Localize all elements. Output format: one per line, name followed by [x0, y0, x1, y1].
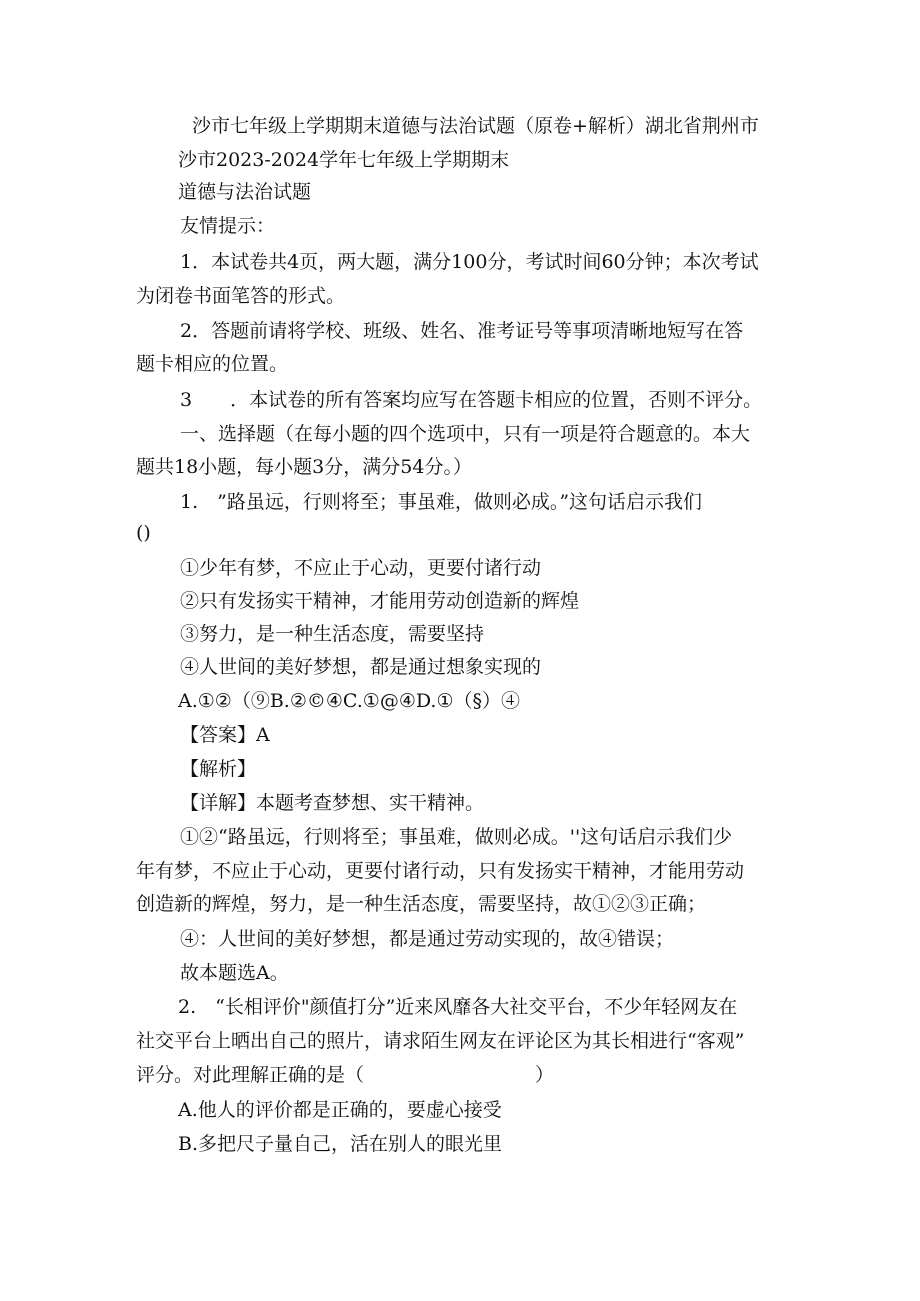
q1-item-4: ④人世间的美好梦想，都是通过想象实现的 — [180, 656, 542, 678]
q2-stem-line-3: 评分。对此理解正确的是（ ） — [136, 1064, 555, 1086]
q1-explanation-2: ④：人世间的美好梦想，都是通过劳动实现的，故④错误； — [180, 928, 675, 950]
q1-explanation-1-line-1: ①②“路虽远，行则将至；事虽难，做则必成。''这句话启示我们少 — [180, 826, 733, 848]
doc-title-line-1: 沙市七年级上学期期末道德与法治试题（原卷+解析）湖北省荆州市 — [192, 115, 759, 137]
hint-heading: 友情提示： — [180, 215, 276, 237]
q1-explanation-1-line-3: 创造新的辉煌，努力，是一种生活态度，需要坚持，故①②③正确； — [136, 893, 707, 915]
q1-stem-line-2: () — [136, 522, 151, 544]
section-heading-line-1: 一、选择题（在每小题的四个选项中，只有一项是符合题意的。本大 — [180, 423, 751, 445]
note-2-line-2: 题卡相应的位置。 — [136, 353, 289, 375]
q1-answer: 【答案】A — [180, 724, 270, 746]
note-1-line-1: 1．本试卷共4页，两大题，满分100分，考试时间60分钟；本次考试 — [180, 251, 759, 273]
q1-analysis-label: 【解析】 — [180, 758, 257, 780]
q1-item-2: ②只有发扬实干精神，才能用劳动创造新的辉煌 — [180, 590, 580, 612]
doc-title-line-2: 沙市2023-2024学年七年级上学期期末 — [178, 149, 510, 171]
q1-explanation-1-line-2: 年有梦，不应止于心动，更要付诸行动，只有发扬实干精神，才能用劳动 — [136, 860, 745, 882]
q1-stem-line-1: 1. ”路虽远，行则将至；事虽难，做则必成。”这句话启示我们 — [180, 491, 703, 513]
q1-item-3: ③努力，是一种生活态度，需要坚持 — [180, 623, 485, 645]
q1-item-1: ①少年有梦，不应止于心动，更要付诸行动 — [180, 557, 542, 579]
q2-stem-line-1: 2. “长相评价"颜值打分”近来风靡各大社交平台，不少年轻网友在 — [178, 996, 738, 1018]
section-heading-line-2: 题共18小题，每小题3分，满分54分。） — [136, 456, 472, 478]
doc-title-line-3: 道德与法治试题 — [178, 181, 312, 203]
note-1-line-2: 为闭卷书面笔答的形式。 — [136, 285, 346, 307]
note-2-line-1: 2．答题前请将学校、班级、姓名、准考证号等事项清晰地短写在答 — [180, 320, 744, 342]
note-3: 3 ．本试卷的所有答案均应写在答题卡相应的位置，否则不评分。 — [180, 389, 763, 411]
q2-option-a: A.他人的评价都是正确的，要虚心接受 — [178, 1099, 502, 1121]
q1-conclusion: 故本题选A。 — [180, 962, 289, 984]
q2-stem-line-2: 社交平台上晒出自己的照片，请求陌生网友在评论区为其长相进行“客观” — [136, 1030, 745, 1052]
q1-detail: 【详解】本题考查梦想、实干精神。 — [180, 792, 485, 814]
q2-option-b: B.多把尺子量自己，活在别人的眼光里 — [178, 1133, 503, 1155]
q1-options: A.①②（⑨B.②©④C.①@④D.①（§）④ — [178, 690, 520, 712]
